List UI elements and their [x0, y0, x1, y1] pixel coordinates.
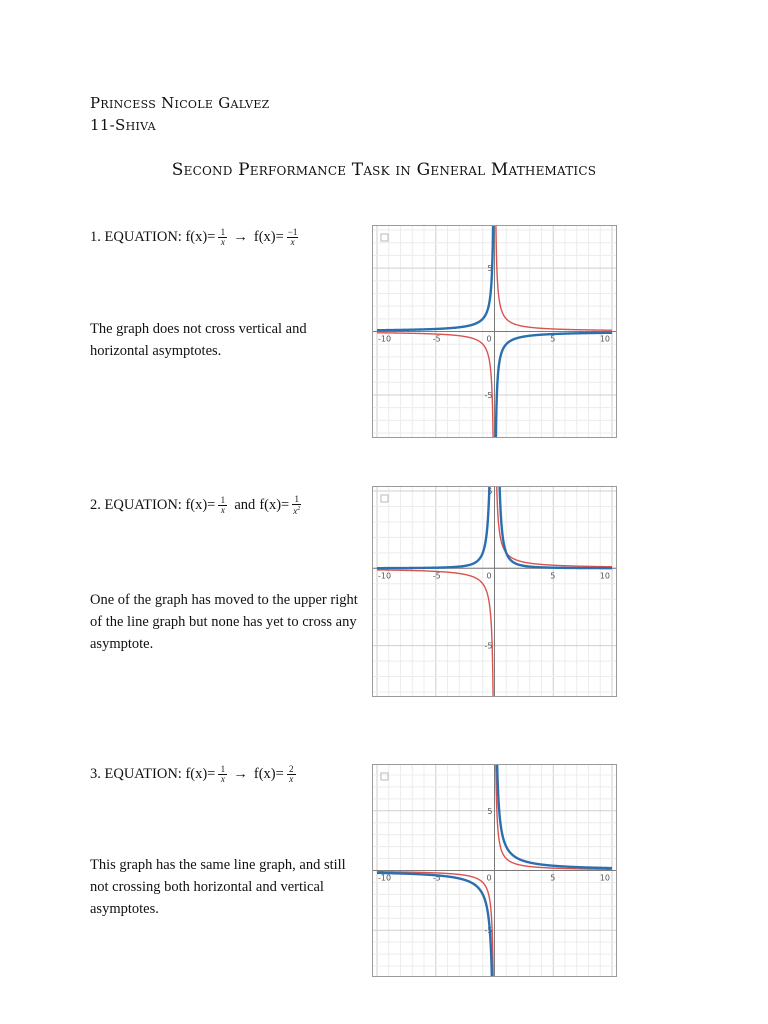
exponent: 2 [297, 506, 301, 512]
graph-1-canvas [373, 226, 616, 437]
fraction-1b: $\frac{-1}{x}$ [287, 227, 298, 247]
x-tick-label: 10 [599, 873, 610, 883]
equation-1 [90, 228, 301, 247]
x-tick-label: -10 [378, 334, 392, 344]
x-tick-label: 0 [486, 334, 492, 344]
x-tick-label: 0 [486, 873, 492, 883]
y-tick-label: -5 [484, 390, 493, 400]
x-tick-label: 0 [486, 571, 492, 581]
graph-3-canvas [373, 765, 616, 976]
description-3: This graph has the same line graph, and still not crossing both horizontal and vertical asymptotes. [90, 857, 346, 917]
description-1: The graph does not cross vertical and horizontal asymptotes. [90, 321, 307, 359]
graph-1 [372, 225, 617, 438]
x-tick-label: 10 [599, 334, 610, 344]
connector: → [233, 766, 248, 782]
equation-2 [90, 495, 304, 516]
y-tick-label: -5 [484, 641, 493, 651]
equation-mid: f(x)= [259, 497, 290, 513]
denominator: x [293, 506, 298, 516]
y-tick-label: 5 [487, 264, 493, 274]
x-tick-label: 5 [550, 334, 556, 344]
graph-settings-icon [381, 234, 388, 241]
graph-settings-icon [381, 773, 388, 780]
equation-mid: f(x)= [253, 229, 284, 245]
student-section: 11-Shiva [90, 116, 156, 134]
graph-settings-icon [381, 495, 388, 502]
connector: → [233, 229, 248, 245]
y-tick-label: 5 [487, 806, 493, 816]
y-tick-label: 5 [487, 487, 493, 496]
fraction-2b: $\frac{1}{x^2}$ [293, 494, 301, 516]
equation-label: 2. EQUATION: f(x)= [90, 497, 216, 513]
x-tick-label: -5 [432, 334, 441, 344]
description-2: One of the graph has moved to the upper right of the line graph but none has yet to cross any asymptote. [90, 592, 358, 652]
x-tick-label: -10 [378, 873, 392, 883]
fraction-2a: $\frac{1}{x}$ [218, 496, 227, 515]
y-tick-label: -5 [484, 926, 493, 936]
graph-2-canvas [373, 487, 616, 696]
equation-label: 3. EQUATION: f(x)= [90, 766, 216, 782]
x-tick-label: 5 [550, 873, 556, 883]
x-tick-label: 5 [550, 571, 556, 581]
document-title: Second Performance Task in General Mathematics [171, 160, 597, 180]
graph-3 [372, 764, 617, 977]
equation-3 [90, 765, 299, 784]
x-tick-label: 10 [599, 571, 610, 581]
graph-2 [372, 486, 617, 697]
student-name: Princess Nicole Galvez [90, 94, 270, 112]
fraction-1a: $\frac{1}{x}$ [218, 228, 227, 247]
x-tick-label: -5 [432, 571, 441, 581]
fraction-3b: $\frac{2}{x}$ [287, 765, 296, 784]
equation-label: 1. EQUATION: f(x)= [90, 229, 216, 245]
equation-mid: f(x)= [253, 766, 284, 782]
x-tick-label: -5 [432, 873, 441, 883]
fraction-3a: $\frac{1}{x}$ [218, 765, 227, 784]
x-tick-label: -10 [378, 571, 392, 581]
connector: and [234, 497, 256, 513]
